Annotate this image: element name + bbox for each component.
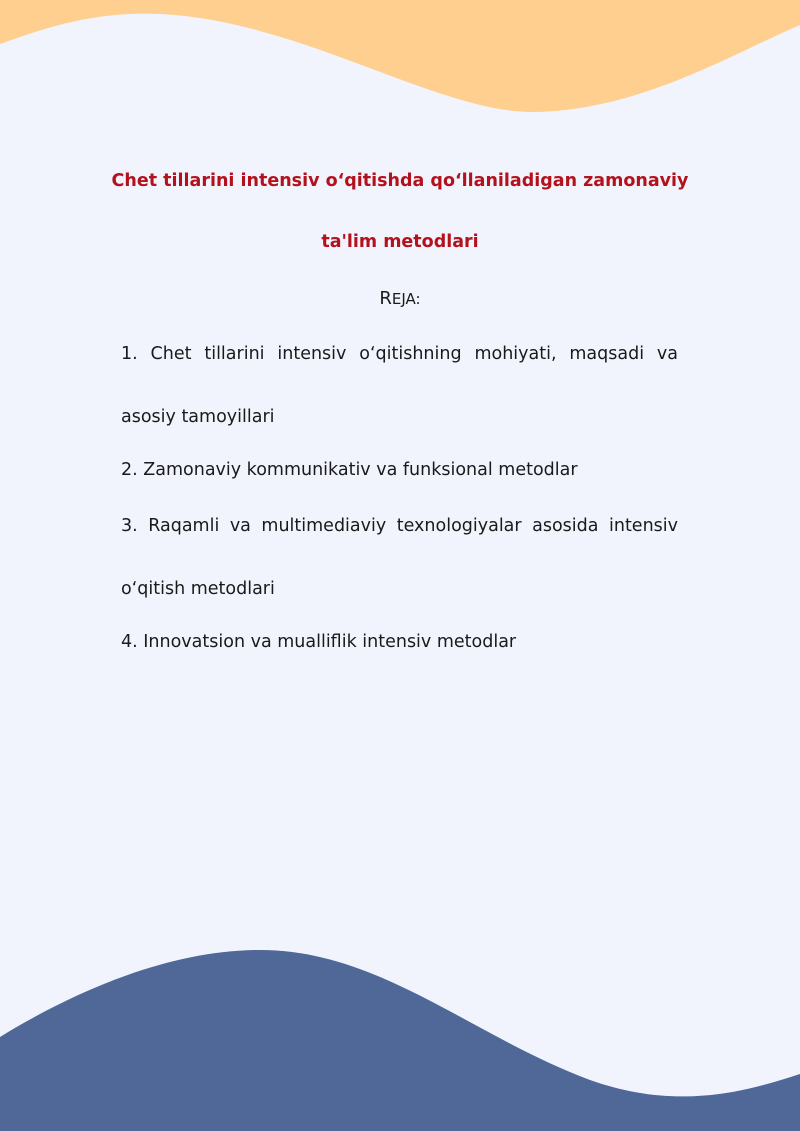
top-wave-decoration (0, 0, 800, 120)
plan-item-3-line-1: 3. Raqamli va multimediaviy texnologiyalar asosida intensiv (121, 516, 678, 536)
bottom-wave-shape (0, 950, 800, 1131)
plan-item-1-line-2: asosiy tamoyillari (121, 407, 275, 427)
plan-item-4: 4. Innovatsion va mualliflik intensiv metodlar (121, 632, 517, 652)
document-title-line-1: Chet tillarini intensiv o‘qitishda qo‘llaniladigan zamonaviy (111, 171, 689, 191)
plan-item-1-line-1: 1. Chet tillarini intensiv o‘qitishning mohiyati, maqsadi va (121, 344, 678, 364)
top-wave-shape (0, 0, 800, 112)
plan-item-2: 2. Zamonaviy kommunikativ va funksional metodlar (121, 460, 578, 480)
document-title-line-2: ta'lim metodlari (321, 232, 479, 252)
plan-heading: REJA: (379, 288, 421, 309)
plan-item-3-line-2: o‘qitish metodlari (121, 579, 275, 599)
bottom-wave-decoration (0, 940, 800, 1131)
